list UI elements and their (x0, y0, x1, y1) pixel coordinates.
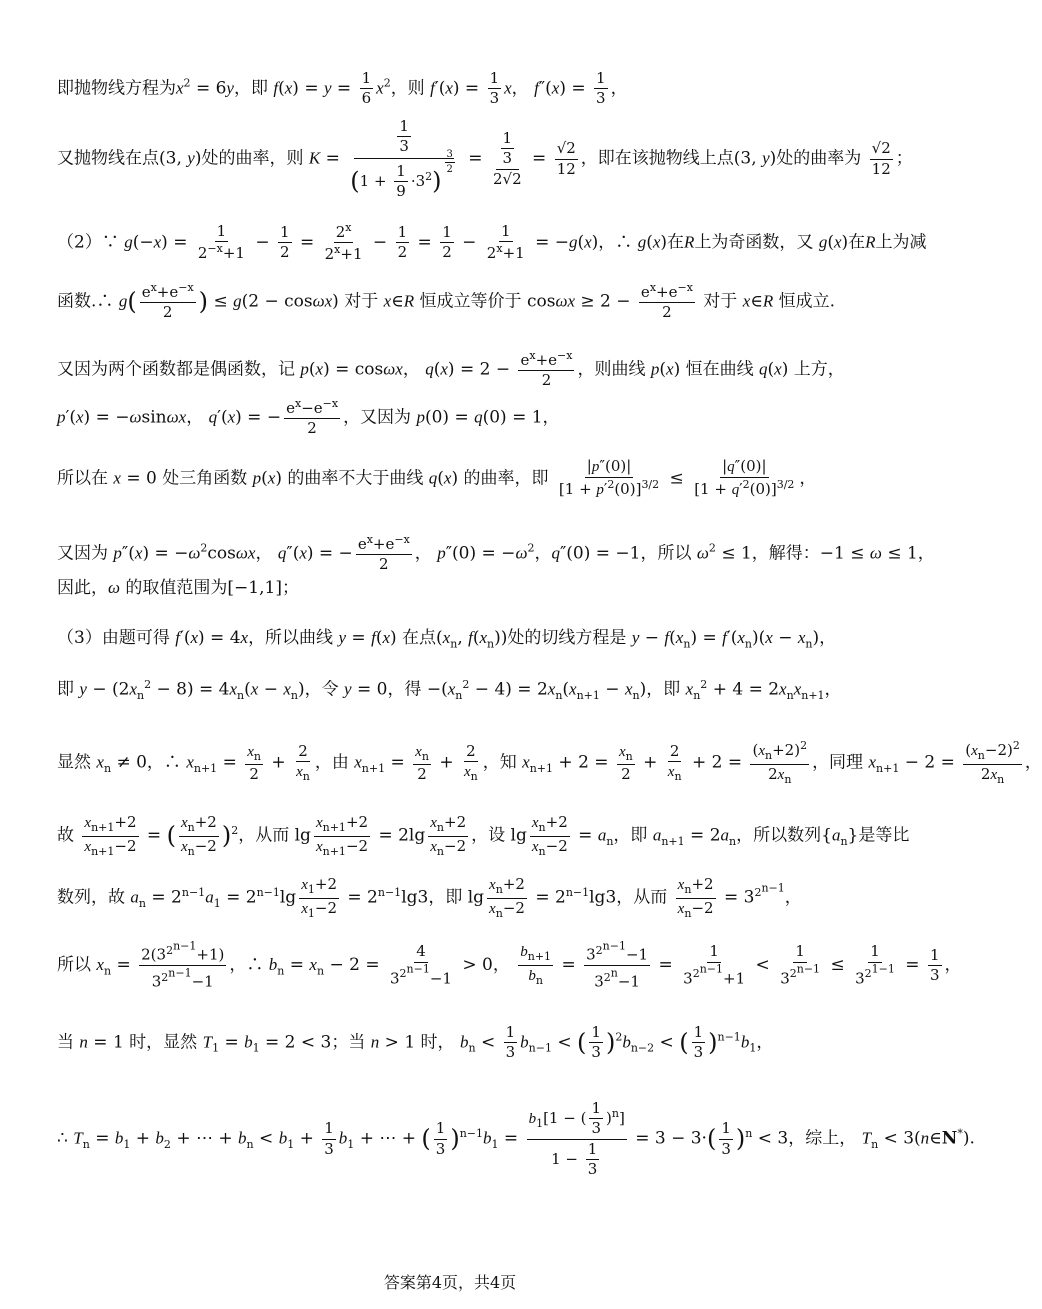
text-line-11: 即 $y - (2x_n^2 - 8) = 4x_n(x - x_n)$，令 y = 0，得 $-(x_n^2 - 4) = 2x_n(x_{n+1} - x_n)$，即 $x_n^2 + 4 = 2x_nx_{n+1}$， (57, 678, 842, 703)
text-line-15: 所以 $x_n$ = $\frac{2(3^{2^{n-1}}+1)}{3^{2^{n-1}}-1}$ ，∴ $b_n = x_n - 2$ = $\frac{4}{3^{2^{n-1}}-1}$ > 0， $\frac{b_{n+1}}{b_n}$ = $\frac{3^{2^{n-1}}-1}{3^{2^n}-1}$ = $\frac{1}{3^{2^{n-1}}+1}$ < $\frac{1}{3^{2^{n-1}}}$ ≤ $\frac{1}{3^{2^{1-1}}}$ = $\frac{1}{3}$ ， (57, 939, 962, 991)
text-line-8: 又因为 $p''(x) = -\omega^2\cos\omega x$， q″(x) = − $\frac{e^x+e^{-x}}{2}$ ， $p''(0) = -\omega^2$，q″(0) = −1，所以 $\omega^2 \le 1$，解得：−1 ≤ ω ≤ 1， (57, 533, 935, 574)
text-line-10: （3）由题可得 f′(x) = 4x，所以曲线 y = f(x) 在点($x_n$, $f(x_n)$)处的切线方程是 $y - f(x_n) = f'(x_n)(x - x_n)$， (57, 628, 837, 651)
text-line-1: 即抛物线方程为$x^2 = 6y$，即 f(x) = y = $\frac{1}{6}$ $x^2$，则 f′(x) = $\frac{1}{3}$ x， f″(x) = $\frac{1}{3}$ ， (57, 69, 628, 108)
text-line-5: 又因为两个函数都是偶函数，记 p(x) = cosωx， q(x) = 2 − $\frac{e^x+e^{-x}}{2}$ ，则曲线 p(x) 恒在曲线 q(x) 上方， (57, 349, 845, 390)
text-line-17: ∴ $T_n = b_1 + b_2$ + ⋯ + $b_n < b_1$ + $\frac{1}{3}$ $b_1$ + ⋯ + ( $\frac{1}{3}$ )$^{n-1}b_1$ = $b_1[1$ − ( $\frac{1}{3}$ )$^n$] 1 − $\frac{1}{3}$ = 3 − 3·( $\frac{1}{3}$ )$^n$ < 3，综上， $T_n$ < 3(n∈N*). (57, 1099, 975, 1178)
text-line-12: 显然 $x_n \ne 0$，∴ $x_{n+1}$ = $\frac{x_n}{2}$ + $\frac{2}{x_n}$ ，由 $x_{n+1}$ = $\frac{x_n}{2}$ + $\frac{2}{x_n}$ ，知 $x_{n+1} + 2$ = $\frac{x_n}{2}$ + $\frac{2}{x_n}$ + 2 = $\frac{(x_n+2)^2}{2x_n}$ ，同理 $x_{n+1} - 2$ = $\frac{(x_n-2)^2}{2x_n}$ ， (57, 739, 1042, 786)
text-line-2: 又抛物线在点(3, y)处的曲率，则 K = $\frac{1}{3}$ (1 + $\frac{1}{9}$ $\cdot 3^2$) $^{\frac{3}{2}}$ = $\frac{\frac{1}{3}}{2√2}$ = $\frac{√2}{12}$ ，即在该抛物线上点(3, y)处的曲率为 $\frac{√2}{12}$ ； (57, 117, 913, 200)
text-line-3: （2）∵ g(−x) = $\frac{1}{2^{-x}+1}$ − $\frac{1}{2}$ = $\frac{2^x}{2^x+1}$ − $\frac{1}{2}$ = $\frac{1}{2}$ − $\frac{1}{2^x+1}$ = −g(x)，∴ g(x)在R上为奇函数，又 g(x)在R上为减 (57, 221, 927, 264)
text-line-14: 数列，故 $a_n = 2^{n-1}a_1 = 2^{n-1}\lg$ $\frac{x_1+2}{x_1-2}$ = $2^{n-1}\lg 3$，即 lg $\frac{x_n+2}{x_n-2}$ = $2^{n-1}\lg 3$，从而 $\frac{x_n+2}{x_n-2}$ = $3^{2^{n-1}}$， (57, 875, 802, 920)
page-footer: 答案第4页，共4页 (383, 1273, 517, 1292)
text-line-9: 因此，ω 的取值范围为[−1,1]； (57, 578, 299, 598)
text-line-4: 函数.∴ g( $\frac{e^x+e^{-x}}{2}$ ) ≤ g(2 − cosωx) 对于 x∈R 恒成立等价于 cosωx ≥ 2 − $\frac{e^x+e^{-x}}{2}$ 对于 x∈R 恒成立. (57, 281, 836, 322)
text-line-7: 所以在 x = 0 处三角函数 p(x) 的曲率不大于曲线 q(x) 的曲率，即 $\frac{|p''(0)|}{[1 + p'^2(0)]^{3/2}}$ ≤ $\frac{|q''(0)|}{[1 + q'^2(0)]^{3/2}}$ ， (57, 457, 817, 499)
text-line-6: p′(x) = −ωsinωx， q′(x) = − $\frac{e^x-e^{-x}}{2}$ ，又因为 p(0) = q(0) = 1， (57, 397, 560, 438)
text-line-16: 当 n = 1 时，显然 $T_1 = b_1 = 2 < 3$；当 n > 1 时， $b_n$ < $\frac{1}{3}$ $b_{n-1}$ < ( $\frac{1}{3}$ )$^2b_{n-2}$ < ( $\frac{1}{3}$ )$^{n-1}b_1$， (57, 1023, 774, 1062)
text-line-13: 故 $\frac{x_{n+1}+2}{x_{n+1}-2}$ = ( $\frac{x_n+2}{x_n-2}$ )$^2$，从而 lg $\frac{x_{n+1}+2}{x_{n+1}-2}$ = 2lg $\frac{x_n+2}{x_n-2}$ ，设 lg $\frac{x_n+2}{x_n-2}$ = $a_n$，即 $a_{n+1} = 2a_n$，所以数列$\{a_n\}$是等比 (57, 813, 910, 858)
